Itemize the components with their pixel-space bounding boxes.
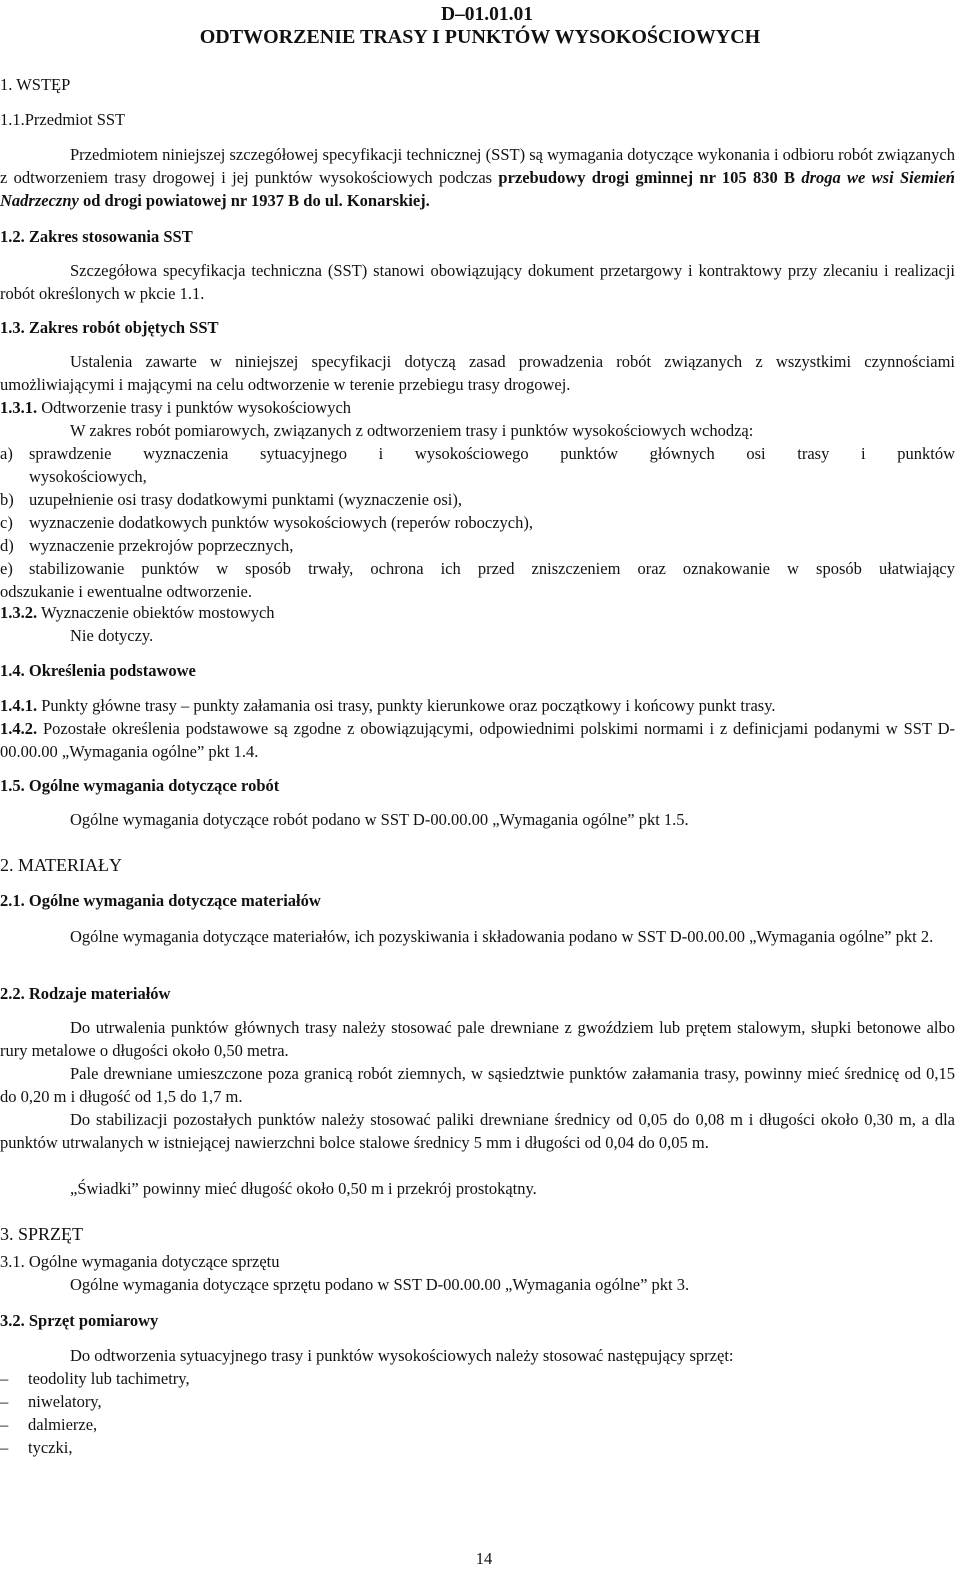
list-item [0, 557, 955, 580]
section-3-heading: 3. SPRZĘT [0, 1224, 84, 1244]
list-item-label: e) [0, 559, 13, 578]
section-2-heading: 2. MATERIAŁY [0, 855, 122, 875]
list-item-label: b) [0, 490, 14, 509]
section-1-4-heading: 1.4. Określenia podstawowe [0, 661, 196, 680]
section-2-2-p1: Do utrwalenia punktów głównych trasy należy stosować pale drewniane z gwoździem lub prętem stalowym, słupki betonowe albo rury metalowe o długości około 0,50 metra. [0, 1018, 955, 1060]
section-1-heading: 1. WSTĘP [0, 75, 71, 94]
list-item [0, 1436, 955, 1459]
list-item-text: wysokościowych, [29, 467, 147, 486]
section-3-2-intro: Do odtworzenia sytuacyjnego trasy i punktów wysokościowych należy stosować następujący sprzęt: [70, 1346, 734, 1365]
section-2-2-p4: „Świadki” powinny mieć długość około 0,50 m i przekrój prostokątny. [70, 1179, 537, 1198]
spec-code: D–01.01.01 [440, 4, 534, 25]
list-item-text: wyznaczenie dodatkowych punktów wysokościowych (reperów roboczych), [29, 513, 533, 532]
section-1-3-1-heading: 1.3.1. Odtworzenie trasy i punktów wysokościowych [0, 398, 352, 417]
section-1-3-1-intro: W zakres robót pomiarowych, związanych z odtworzeniem trasy i punktów wysokościowych wchodzą: [70, 421, 754, 440]
dash-bullet: – [0, 1438, 9, 1457]
list-item [0, 511, 955, 534]
spec-title: ODTWORZENIE TRASY I PUNKTÓW WYSOKOŚCIOWYCH [199, 26, 761, 48]
list-item-text: teodolity lub tachimetry, [28, 1369, 190, 1388]
list-item-continuation [0, 465, 955, 488]
dash-bullet: – [0, 1392, 9, 1411]
section-1-1-heading: 1.1.Przedmiot SST [0, 110, 126, 129]
section-2-2-p3: Do stabilizacji pozostałych punktów należy stosować paliki drewniane średnicy od 0,05 do 0,08 m i długości około 0,30 m, a dla punktów utrwalanych w istniejącej nawierzchni bolce stalowe średnicy 5 mm i długości od 0,04 do 0,05 m. [0, 1110, 955, 1152]
section-1-2-text: Szczegółowa specyfikacja techniczna (SST) stanowi obowiązujący dokument przetargowy i kontraktowy przy zlecaniu i realizacji robót określonych w pkcie 1.1. [0, 261, 955, 303]
section-1-4-2-text: 1.4.2. Pozostałe określenia podstawowe są zgodne z obowiązującymi, odpowiednimi polskimi normami i z definicjami podanymi w SST D-00.00.00 „Wymagania ogólne” pkt 1.4. [0, 719, 955, 761]
list-item [0, 534, 955, 557]
section-1-5-text: Ogólne wymagania dotyczące robót podano w SST D-00.00.00 „Wymagania ogólne” pkt 1.5. [70, 810, 689, 829]
equipment-list [0, 1367, 955, 1459]
list-item [0, 1413, 955, 1436]
section-2-1-text: Ogólne wymagania dotyczące materiałów, ich pozyskiwania i składowania podano w SST D-00.00.00 „Wymagania ogólne” pkt 2. [70, 927, 934, 946]
dash-bullet: – [0, 1369, 9, 1388]
list-item [0, 1390, 955, 1413]
list-item [0, 442, 955, 465]
section-3-1-text: Ogólne wymagania dotyczące sprzętu podano w SST D-00.00.00 „Wymagania ogólne” pkt 3. [70, 1275, 690, 1294]
section-2-2-p2: Pale drewniane umieszczone poza granicą robót ziemnych, w sąsiedztwie punktów załamania trasy, powinny mieć średnicę od 0,15 do 0,20 m i długość od 1,5 do 1,7 m. [0, 1064, 955, 1106]
section-2-1-heading: 2.1. Ogólne wymagania dotyczące materiałów [0, 891, 321, 910]
section-2-2-heading: 2.2. Rodzaje materiałów [0, 984, 171, 1003]
section-1-3-text: Ustalenia zawarte w niniejszej specyfikacji dotyczą zasad prowadzenia robót związanych z wszystkimi czynnościami umożliwiającymi i mającymi na celu odtworzenie w terenie przebiegu trasy drogowej. [0, 352, 955, 394]
dash-bullet: – [0, 1415, 9, 1434]
list-item-text: uzupełnienie osi trasy dodatkowymi punktami (wyznaczenie osi), [29, 490, 463, 509]
page-number: 14 [475, 1549, 493, 1568]
section-1-4-1-text: 1.4.1. Punkty główne trasy – punkty załamania osi trasy, punkty kierunkowe oraz początkowy i końcowy punkt trasy. [0, 696, 776, 715]
list-item-text: wyznaczenie przekrojów poprzecznych, [29, 536, 294, 555]
list-item-label: c) [0, 513, 13, 532]
scope-list [0, 442, 955, 603]
list-item-text: tyczki, [28, 1438, 73, 1457]
list-item-text: dalmierze, [28, 1415, 98, 1434]
list-item-text: niwelatory, [28, 1392, 102, 1411]
list-item-continuation: odszukanie i ewentualne odtworzenie. [0, 582, 252, 601]
section-1-3-heading: 1.3. Zakres robót objętych SST [0, 318, 219, 337]
list-item-label: a) [0, 444, 13, 463]
section-3-1-heading: 3.1. Ogólne wymagania dotyczące sprzętu [0, 1252, 280, 1271]
section-1-3-2-heading: 1.3.2. Wyznaczenie obiektów mostowych [0, 603, 275, 622]
list-item [0, 1367, 955, 1390]
section-1-5-heading: 1.5. Ogólne wymagania dotyczące robót [0, 776, 280, 795]
list-item-text: sprawdzenie wyznaczenia sytuacyjnego i wysokościowego punktów głównych osi trasy i punktów [29, 444, 955, 463]
section-1-2-heading: 1.2. Zakres stosowania SST [0, 227, 193, 246]
list-item-label: d) [0, 536, 14, 555]
list-item [0, 488, 955, 511]
section-1-3-2-text: Nie dotyczy. [70, 626, 154, 645]
section-3-2-heading: 3.2. Sprzęt pomiarowy [0, 1311, 159, 1330]
section-1-1-text: Przedmiotem niniejszej szczegółowej specyfikacji technicznej (SST) są wymagania dotyczące wykonania i odbioru robót związanych z odtworzeniem trasy drogowej i jej punktów wysokościowych podczas przebudowy drogi gminnej nr 105 830 B droga we wsi Siemień Nadrzeczny od drogi powiatowej nr 1937 B do ul. Konarskiej. [0, 145, 955, 210]
list-item-text: stabilizowanie punktów w sposób trwały, ochrona ich przed zniszczeniem oraz oznakowanie w sposób ułatwiający [29, 559, 955, 578]
